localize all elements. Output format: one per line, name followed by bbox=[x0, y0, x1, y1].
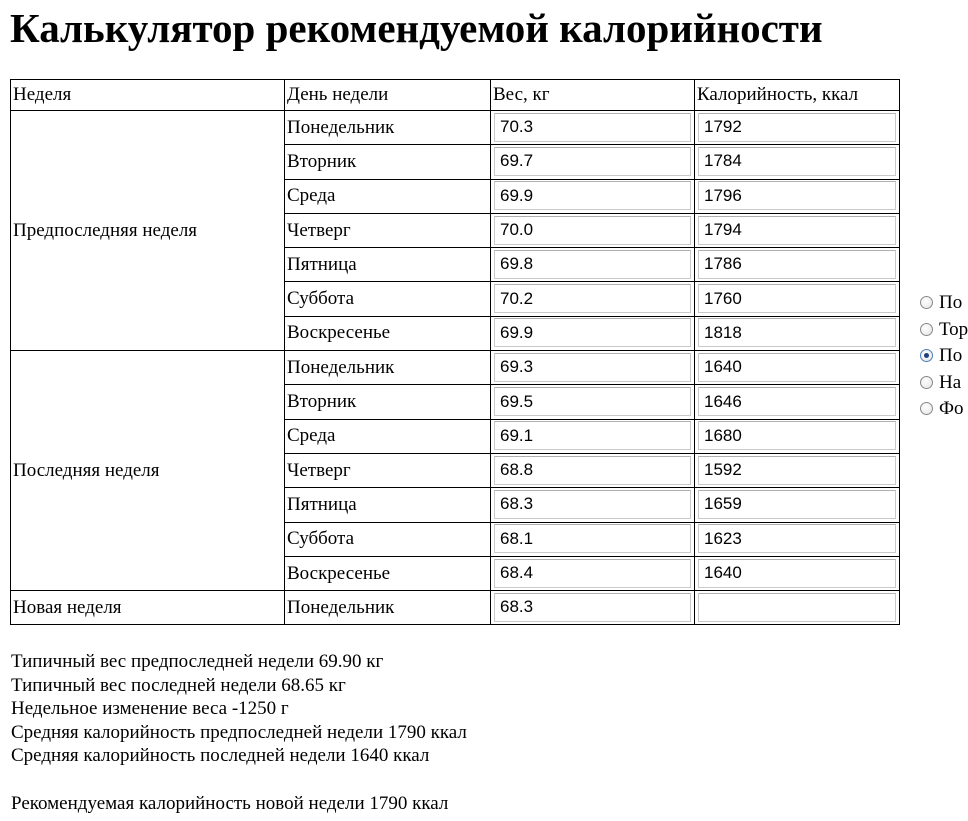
summary-last-week-calories: Средняя калорийность последней недели 1640 ккал bbox=[11, 745, 430, 767]
day-label: Пятница bbox=[285, 248, 491, 282]
week-label: Предпоследняя неделя bbox=[11, 111, 285, 351]
calories-input[interactable] bbox=[698, 421, 896, 450]
weight-input[interactable] bbox=[494, 147, 691, 176]
calories-input[interactable] bbox=[698, 387, 896, 416]
weight-input[interactable] bbox=[494, 318, 691, 347]
calories-cell bbox=[695, 213, 900, 247]
calories-cell bbox=[695, 351, 900, 385]
header-day: День недели bbox=[285, 80, 491, 111]
weight-cell bbox=[491, 522, 695, 556]
radio-checked-icon[interactable] bbox=[920, 349, 933, 362]
radio-option[interactable] bbox=[920, 370, 968, 397]
summary-spacer bbox=[11, 768, 467, 792]
radio-option[interactable] bbox=[920, 396, 968, 423]
weight-input[interactable] bbox=[494, 353, 691, 382]
radio-option-label: Тор bbox=[939, 318, 968, 340]
weight-input[interactable] bbox=[494, 524, 691, 553]
table-row bbox=[11, 351, 900, 385]
radio-option[interactable] bbox=[920, 290, 968, 317]
weight-cell bbox=[491, 351, 695, 385]
radio-unchecked-icon[interactable] bbox=[920, 296, 933, 309]
weight-cell bbox=[491, 385, 695, 419]
weight-cell bbox=[491, 488, 695, 522]
radio-option-label: Фо bbox=[939, 398, 964, 420]
day-label: Среда bbox=[285, 419, 491, 453]
weight-input[interactable] bbox=[494, 593, 691, 622]
radio-option[interactable] bbox=[920, 343, 968, 370]
day-label: Четверг bbox=[285, 453, 491, 487]
calories-input[interactable] bbox=[698, 284, 896, 313]
weight-cell bbox=[491, 282, 695, 316]
weight-input[interactable] bbox=[494, 456, 691, 485]
day-label: Понедельник bbox=[285, 111, 491, 145]
calories-cell bbox=[695, 145, 900, 179]
radio-option[interactable] bbox=[920, 317, 968, 344]
calories-cell bbox=[695, 282, 900, 316]
weight-input[interactable] bbox=[494, 284, 691, 313]
calories-input[interactable] bbox=[698, 318, 896, 347]
calories-input[interactable] bbox=[698, 147, 896, 176]
day-label: Суббота bbox=[285, 282, 491, 316]
weight-cell bbox=[491, 591, 695, 625]
table-row bbox=[11, 591, 900, 625]
weight-input[interactable] bbox=[494, 421, 691, 450]
calories-cell bbox=[695, 591, 900, 625]
weight-cell bbox=[491, 316, 695, 350]
page-title: Калькулятор рекомендуемой калорийности bbox=[10, 5, 823, 51]
weight-input[interactable] bbox=[494, 387, 691, 416]
calories-input[interactable] bbox=[698, 113, 896, 142]
weight-cell bbox=[491, 145, 695, 179]
summary-prev-week-weight: Типичный вес предпоследней недели 69.90 кг bbox=[11, 651, 384, 672]
calories-cell bbox=[695, 419, 900, 453]
weight-cell bbox=[491, 248, 695, 282]
radio-option-label: По bbox=[939, 292, 963, 313]
weight-input[interactable] bbox=[494, 490, 691, 519]
calories-input[interactable] bbox=[698, 593, 896, 622]
radio-option-label: По bbox=[939, 345, 963, 367]
week-label: Новая неделя bbox=[11, 591, 285, 625]
calories-input[interactable] bbox=[698, 250, 896, 279]
weight-input[interactable] bbox=[494, 559, 691, 588]
calories-input[interactable] bbox=[698, 559, 896, 588]
calories-input[interactable] bbox=[698, 490, 896, 519]
day-label: Четверг bbox=[285, 213, 491, 247]
weight-cell bbox=[491, 453, 695, 487]
table-body bbox=[11, 111, 900, 625]
radio-unchecked-icon[interactable] bbox=[920, 376, 933, 389]
calories-cell bbox=[695, 385, 900, 419]
calories-cell bbox=[695, 179, 900, 213]
calories-input[interactable] bbox=[698, 353, 896, 382]
day-label: Понедельник bbox=[285, 351, 491, 385]
radio-option-label: На bbox=[939, 371, 962, 393]
calories-cell bbox=[695, 248, 900, 282]
summary-recommendation: Рекомендуемая калорийность новой недели 1790 ккал bbox=[11, 792, 449, 814]
calories-cell bbox=[695, 556, 900, 590]
calories-cell bbox=[695, 488, 900, 522]
day-label: Суббота bbox=[285, 522, 491, 556]
weight-cell bbox=[491, 556, 695, 590]
header-calories: Калорийность, ккал bbox=[695, 80, 900, 111]
summary-last-week-weight: Типичный вес последней недели 68.65 кг bbox=[11, 674, 346, 696]
calorie-table bbox=[10, 79, 900, 625]
radio-unchecked-icon[interactable] bbox=[920, 402, 933, 415]
day-label: Вторник bbox=[285, 385, 491, 419]
weight-input[interactable] bbox=[494, 216, 691, 245]
calories-input[interactable] bbox=[698, 181, 896, 210]
calories-cell bbox=[695, 316, 900, 350]
radio-unchecked-icon[interactable] bbox=[920, 323, 933, 336]
calories-cell bbox=[695, 111, 900, 145]
table-row bbox=[11, 111, 900, 145]
day-label: Воскресенье bbox=[285, 556, 491, 590]
weight-cell bbox=[491, 111, 695, 145]
calories-cell bbox=[695, 522, 900, 556]
calories-input[interactable] bbox=[698, 524, 896, 553]
calories-input[interactable] bbox=[698, 456, 896, 485]
table-header-row bbox=[11, 80, 900, 111]
weight-input[interactable] bbox=[494, 113, 691, 142]
calories-cell bbox=[695, 453, 900, 487]
calories-input[interactable] bbox=[698, 216, 896, 245]
weight-cell bbox=[491, 419, 695, 453]
summary-prev-week-calories: Средняя калорийность предпоследней недели 1790 ккал bbox=[11, 721, 467, 743]
weight-input[interactable] bbox=[494, 250, 691, 279]
day-label: Вторник bbox=[285, 145, 491, 179]
weight-input[interactable] bbox=[494, 181, 691, 210]
weight-cell bbox=[491, 179, 695, 213]
header-week: Неделя bbox=[11, 80, 285, 111]
week-label: Последняя неделя bbox=[11, 351, 285, 591]
summary-block bbox=[11, 650, 467, 815]
header-weight: Вес, кг bbox=[491, 80, 695, 111]
weight-cell bbox=[491, 213, 695, 247]
day-label: Понедельник bbox=[285, 591, 491, 625]
day-label: Среда bbox=[285, 179, 491, 213]
summary-weekly-weight-change: Недельное изменение веса -1250 г bbox=[11, 698, 289, 720]
day-label: Воскресенье bbox=[285, 316, 491, 350]
day-label: Пятница bbox=[285, 488, 491, 522]
radio-group bbox=[920, 290, 968, 423]
